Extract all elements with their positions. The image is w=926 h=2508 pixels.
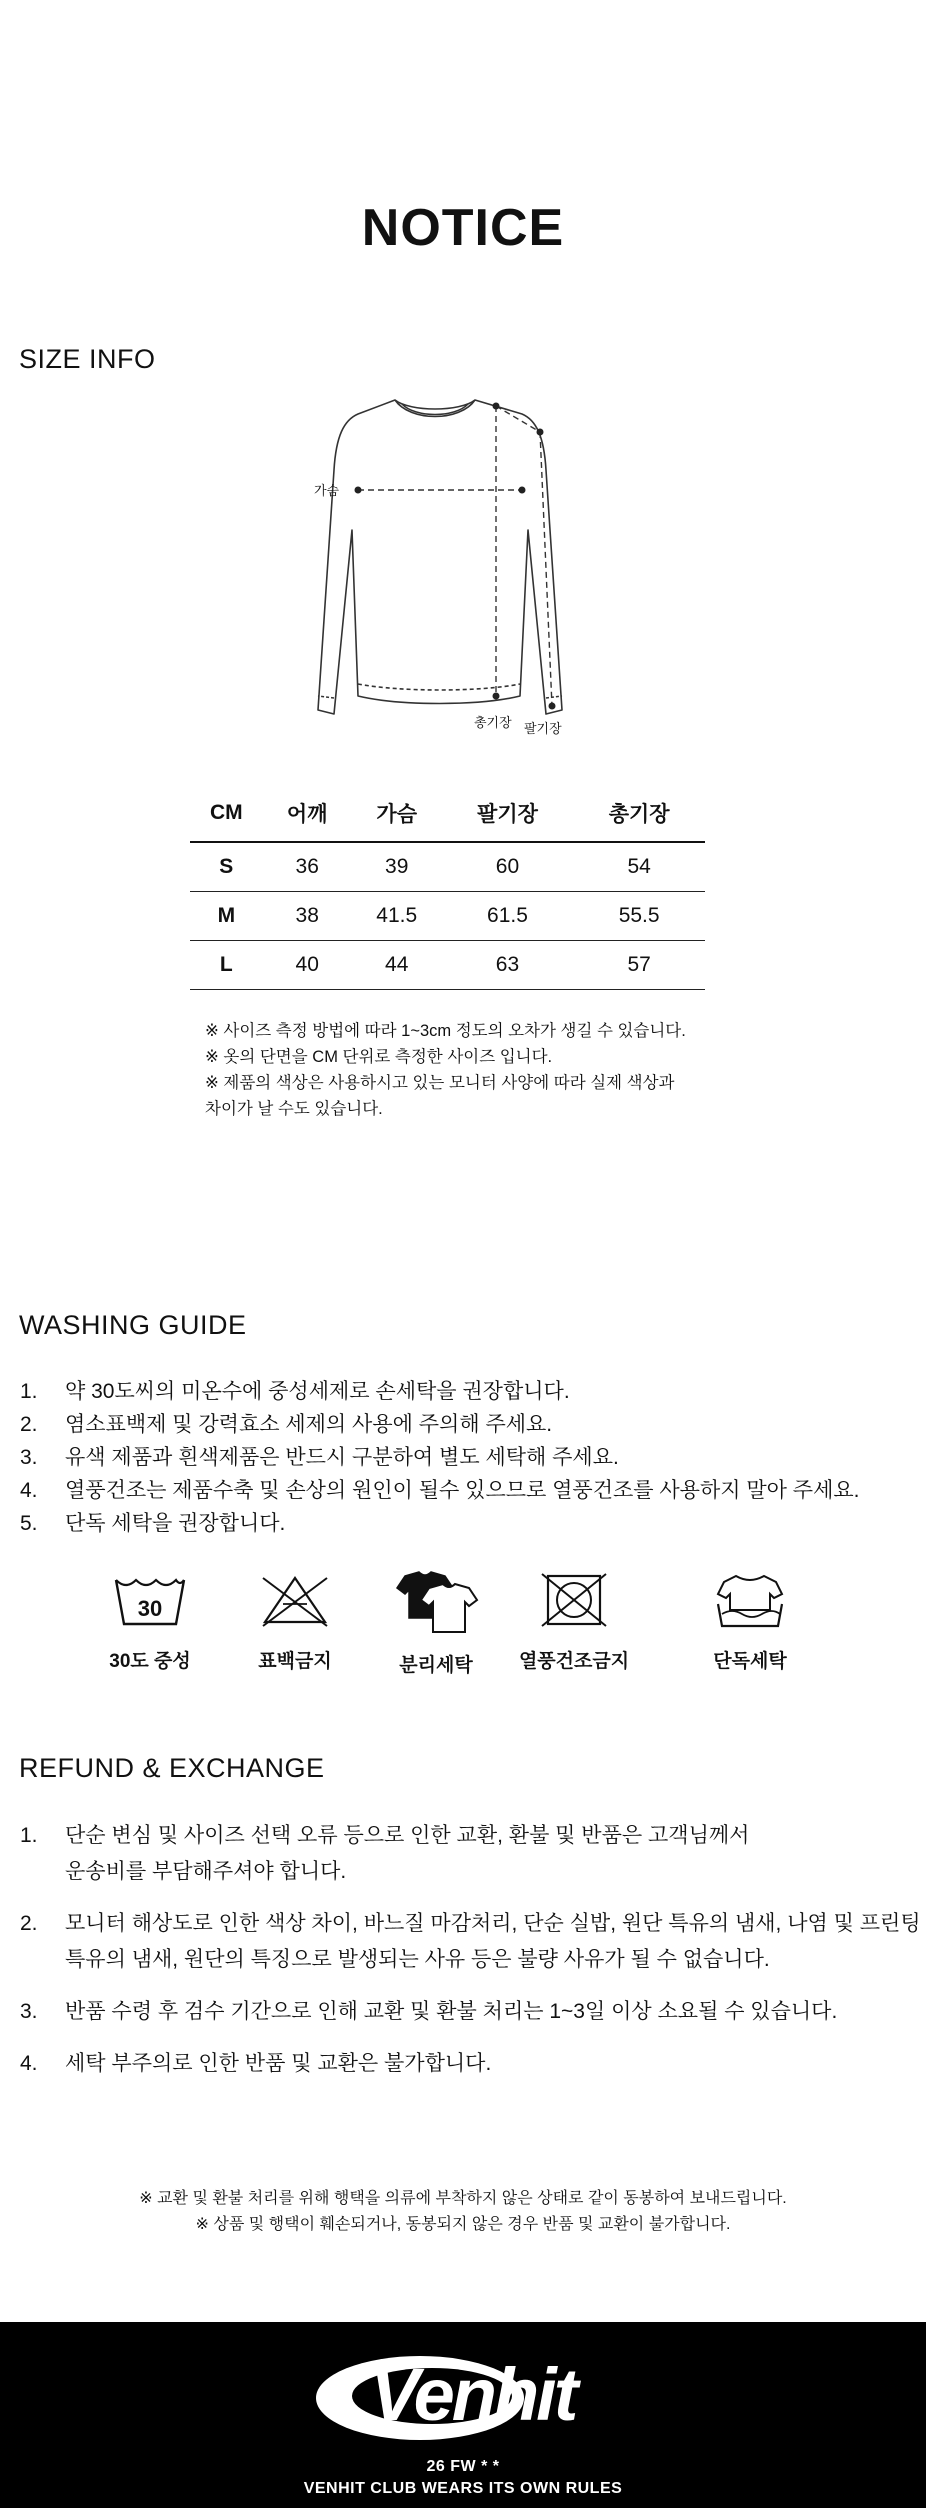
refund-title: REFUND & EXCHANGE <box>19 1753 325 1783</box>
diagram-label-total-length: 총기장 <box>474 715 512 730</box>
diagram-label-chest: 가슴 <box>314 483 340 498</box>
wash-30-icon <box>110 1570 190 1630</box>
size-info-title: SIZE INFO <box>19 344 156 374</box>
size-notes <box>205 1018 686 1122</box>
svg-text:Venhit: Venhit <box>370 2353 576 2436</box>
size-col-sleeve: 팔기장 <box>442 785 574 842</box>
list-item: 5. 단독 세탁을 권장합니다. <box>20 1512 286 1535</box>
size-note: ※ 사이즈 측정 방법에 따라 1~3cm 정도의 오차가 생길 수 있습니다. <box>205 1022 686 1040</box>
size-value: 40 <box>263 941 352 990</box>
care-item-30-neutral <box>70 1570 230 1673</box>
size-value: 41.5 <box>352 892 442 941</box>
washing-guide-title: WASHING GUIDE <box>19 1310 247 1340</box>
size-note: ※ 제품의 색상은 사용하시고 있는 모니터 사양에 따라 실제 색상과 <box>205 1074 675 1092</box>
wash-alone-icon <box>710 1570 790 1630</box>
size-label: M <box>190 892 263 941</box>
table-row <box>190 892 705 941</box>
size-table-unit: CM <box>190 785 263 842</box>
footer-tagline: VENHIT CLUB WEARS ITS OWN RULES <box>303 2480 623 2497</box>
list-item: 1. 약 30도씨의 미온수에 중성세제로 손세탁을 권장합니다. <box>20 1380 570 1403</box>
size-value: 36 <box>263 842 352 892</box>
size-value: 57 <box>573 941 705 990</box>
footer-season: 26 FW * * <box>426 2458 500 2475</box>
size-col-chest: 가슴 <box>352 785 442 842</box>
care-label: 분리세탁 <box>399 1655 473 1676</box>
refund-note: ※ 상품 및 행택이 훼손되거나, 동봉되지 않은 경우 반품 및 교환이 불가합니다. <box>195 2216 731 2233</box>
size-value: 39 <box>352 842 442 892</box>
size-col-shoulder: 어깨 <box>263 785 352 842</box>
list-item: 4. 열풍건조는 제품수축 및 손상의 원인이 될수 있으므로 열풍건조를 사용하지 말아 주세요. <box>20 1479 860 1502</box>
list-item: 1. 단순 변심 및 사이즈 선택 오류 등으로 인한 교환, 환불 및 반품은 고객님께서 운송비를 부담해주셔야 합니다. <box>20 1824 750 1883</box>
size-table <box>190 785 705 990</box>
size-label: L <box>190 941 263 990</box>
page-title: NOTICE <box>361 199 565 257</box>
refund-list <box>20 1818 921 2098</box>
size-value: 61.5 <box>442 892 574 941</box>
diagram-label-sleeve-length: 팔기장 <box>524 721 562 736</box>
care-item-no-bleach <box>215 1570 375 1673</box>
size-col-length: 총기장 <box>573 785 705 842</box>
list-item: 4. 세탁 부주의로 인한 반품 및 교환은 불가합니다. <box>20 2052 492 2075</box>
size-value: 60 <box>442 842 574 892</box>
care-item-wash-alone <box>670 1570 830 1673</box>
footer <box>0 2322 926 2508</box>
size-value: 54 <box>573 842 705 892</box>
table-row <box>190 941 705 990</box>
size-note: ※ 옷의 단면을 CM 단위로 측정한 사이즈 입니다. <box>205 1048 553 1066</box>
washing-guide-list <box>20 1375 859 1540</box>
list-item: 2. 염소표백제 및 강력효소 세제의 사용에 주의해 주세요. <box>20 1413 553 1436</box>
no-tumble-dry-icon <box>534 1570 614 1630</box>
size-note: 차이가 날 수도 있습니다. <box>205 1100 383 1118</box>
care-item-no-tumble-dry <box>494 1570 654 1673</box>
svg-text:30: 30 <box>137 1596 163 1621</box>
care-item-separate-wash <box>356 1570 516 1677</box>
brand-logo <box>310 2340 616 2450</box>
size-table-header <box>190 785 705 842</box>
refund-notes <box>0 2186 926 2238</box>
size-value: 38 <box>263 892 352 941</box>
list-item: 2. 모니터 해상도로 인한 색상 차이, 바느질 마감처리, 단순 실밥, 원단 특유의 냄새, 나염 및 프린팅 특유의 냄새, 원단의 특징으로 발생되는 사유 등은 불량 사유가 될 수 없습니다. <box>20 1912 921 1971</box>
no-bleach-icon <box>255 1570 335 1630</box>
size-label: S <box>190 842 263 892</box>
separate-wash-icon <box>391 1570 481 1634</box>
sweater-measurement-diagram <box>300 380 580 750</box>
refund-note: ※ 교환 및 환불 처리를 위해 행택을 의류에 부착하지 않은 상태로 같이 동봉하여 보내드립니다. <box>139 2190 787 2207</box>
size-value: 63 <box>442 941 574 990</box>
size-value: 44 <box>352 941 442 990</box>
list-item: 3. 반품 수령 후 검수 기간으로 인해 교환 및 환불 처리는 1~3일 이상 소요될 수 있습니다. <box>20 2000 838 2023</box>
care-label: 단독세탁 <box>713 1651 787 1672</box>
care-label: 30도 중성 <box>109 1651 191 1672</box>
size-value: 55.5 <box>573 892 705 941</box>
care-label: 열풍건조금지 <box>518 1651 630 1672</box>
care-label: 표백금지 <box>258 1651 332 1672</box>
table-row <box>190 842 705 892</box>
list-item: 3. 유색 제품과 흰색제품은 반드시 구분하여 별도 세탁해 주세요. <box>20 1446 619 1469</box>
